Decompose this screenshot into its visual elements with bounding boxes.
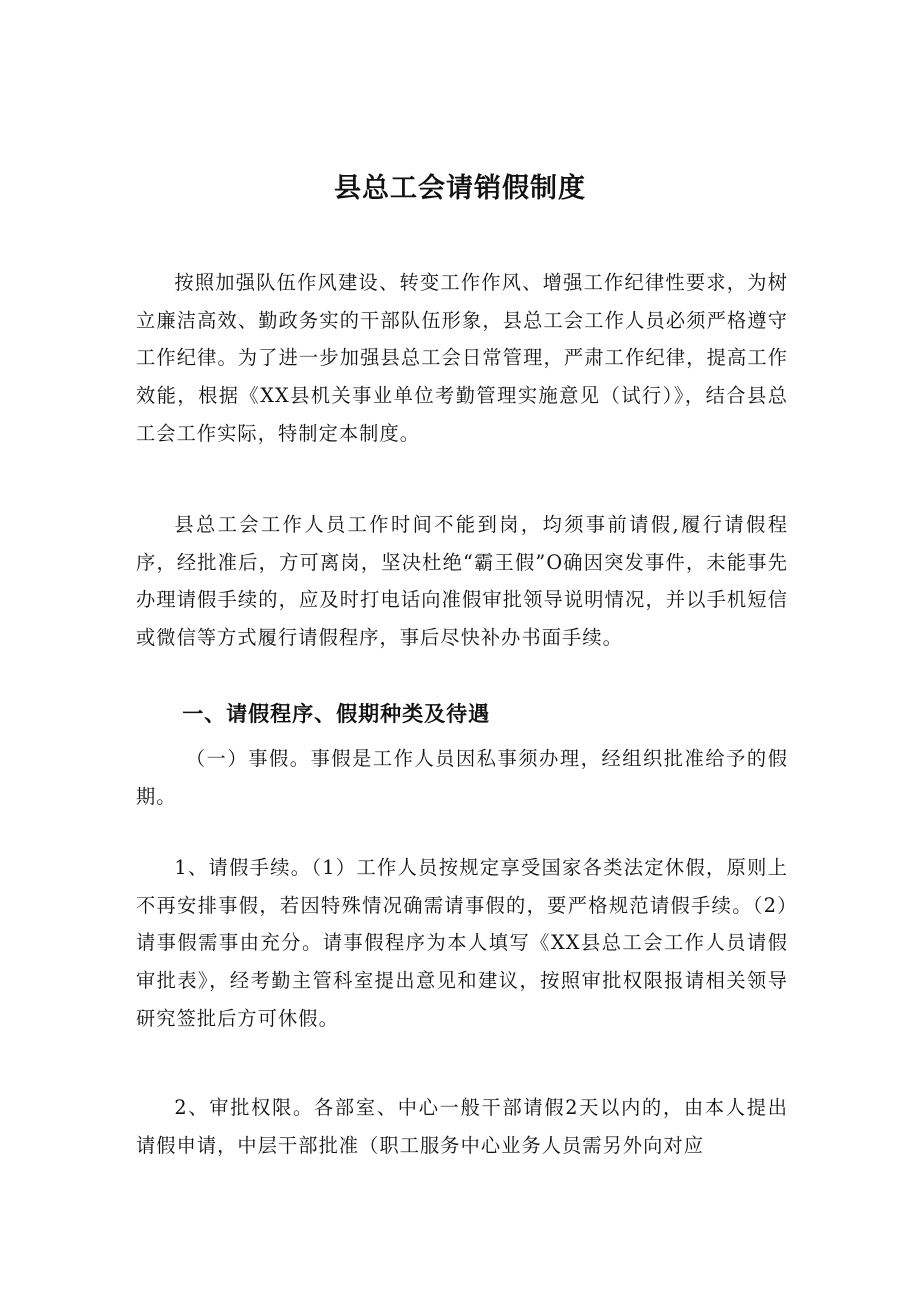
general-rule-paragraph: 县总工会工作人员工作时间不能到岗，均须事前请假,履行请假程序，经批准后，方可离岗，坚决杜绝“霸王假”O确因突发事件，未能事先办理请假手续的，应及时打电话向准假审批领导说明情况，并以手机短信或微信等方式履行请假程序，事后尽快补办书面手续。 <box>136 513 788 650</box>
personal-leave-paragraph: （一）事假。事假是工作人员因私事须办理，经组织批准给予的假期。 <box>136 747 788 808</box>
intro-paragraph: 按照加强队伍作风建设、转变工作作风、增强工作纪律性要求，为树立廉洁高效、勤政务实的干部队伍形象，县总工会工作人员必须严格遵守工作纪律。为了进一步加强县总工会日常管理，严肃工作纪律，提高工作效能，根据《XX县机关事业单位考勤管理实施意见（试行）》，结合县总工会工作实际，特制定本制度。 <box>136 271 788 445</box>
leave-procedure-paragraph: 1、请假手续。（1）工作人员按规定享受国家各类法定休假，原则上不再安排事假，若因特殊情况确需请事假的，要严格规范请假手续。（2）请事假需事由充分。请事假程序为本人填写《XX县总工会工作人员请假审批表》，经考勤主管科室提出意见和建议，按照审批权限报请相关领导研究签批后方可休假。 <box>136 856 788 1030</box>
section-heading: 一、请假程序、假期种类及待遇 <box>182 702 491 726</box>
approval-authority-paragraph: 2、审批权限。各部室、中心一般干部请假2天以内的，由本人提出请假申请，中层干部批准（职工服务中心业务人员需另外向对应 <box>136 1096 788 1157</box>
document-title: 县总工会请销假制度 <box>334 173 586 204</box>
